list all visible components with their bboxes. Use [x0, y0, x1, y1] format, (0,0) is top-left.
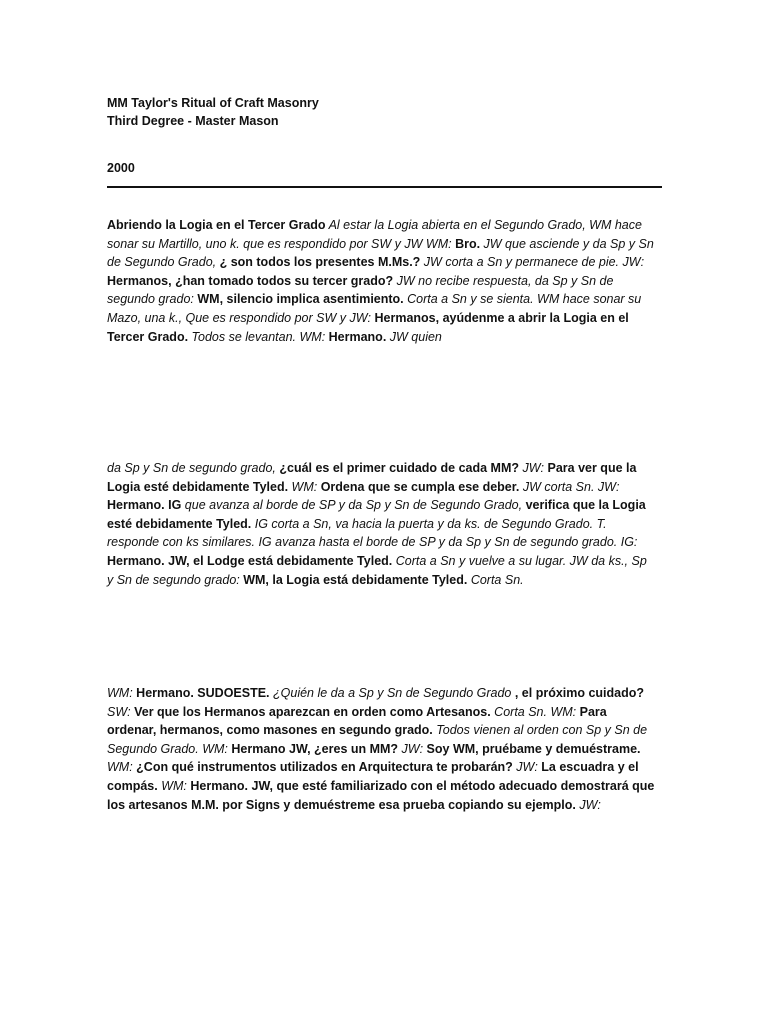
text-run: ¿ son todos los presentes M.Ms.?	[219, 255, 421, 270]
text-run: Ordena que se cumpla ese deber.	[320, 479, 520, 494]
text-run: , el próximo cuidado?	[511, 686, 645, 700]
text-run: Hermano. IG	[107, 498, 182, 513]
text-run: JW:	[398, 741, 427, 756]
text-run: JW que asciende y da Sp y Sn de Segundo Grado,	[107, 236, 654, 270]
text-run: SW:	[107, 704, 135, 719]
header-divider	[107, 186, 662, 188]
text-run: Todos se levantan. WM:	[188, 329, 329, 344]
text-run: JW corta Sn. JW:	[519, 479, 620, 494]
text-run: Al estar la Logia abierta en el Segundo Grado, WM hace sonar su Martillo, uno k. que es respondido por SW y JW	[107, 218, 642, 251]
text-run: Corta Sn. WM:	[490, 704, 580, 719]
text-run: JW:	[622, 255, 645, 270]
text-run: da Sp y Sn de segundo grado,	[107, 461, 280, 475]
text-run: Ver que los Hermanos aparezcan en orden como Artesanos.	[134, 704, 491, 719]
text-run: Corta Sn.	[467, 572, 524, 587]
text-run: Hermano JW, ¿eres un MM?	[231, 741, 399, 756]
text-run: verifica que la Logia esté debidamente Tyled.	[107, 498, 646, 531]
text-run: La escuadra y el compás.	[107, 760, 639, 793]
text-run: ¿Quién le da a Sp y Sn de Segundo Grado	[269, 686, 512, 700]
document-title: MM Taylor's Ritual of Craft Masonry	[107, 96, 319, 110]
text-run: Soy WM, pruébame y demuéstrame.	[426, 741, 641, 756]
text-run: JW:	[575, 797, 601, 812]
text-run: JW no recibe respuesta, da Sp y Sn de segundo grado:	[107, 273, 614, 307]
text-run: JW quien	[386, 329, 442, 344]
text-run: WM:	[425, 236, 456, 251]
text-run: JW:	[512, 760, 542, 775]
text-run: WM, silencio implica asentimiento.	[197, 292, 404, 307]
text-run: IG corta a Sn, va hacia la puerta y da ks. de Segundo Grado. T. responde con ks similares. IG avanza hasta el borde de SP y da Sp y Sn de segundo grado. IG:	[107, 516, 638, 550]
text-run: Corta a Sn y se sienta. WM hace sonar su Mazo, una k., Que es respondido por SW y JW:	[107, 292, 642, 325]
text-run: ¿Con qué instrumentos utilizados en Arquitectura te probarán?	[136, 760, 513, 775]
text-run: WM:	[107, 686, 137, 700]
text-run: Hermano.	[328, 329, 387, 344]
text-run: Corta a Sn y vuelve a su lugar. JW da ks., Sp y Sn de segundo grado:	[107, 553, 647, 587]
text-run: Hermanos, ayúdenme a abrir la Logia en el Tercer Grado.	[107, 310, 629, 344]
paragraph-order	[107, 684, 655, 814]
text-run: WM:	[107, 760, 137, 775]
document-subtitle: Third Degree - Master Mason	[107, 114, 279, 128]
text-run: Hermanos, ¿han tomado todos su tercer grado?	[107, 273, 394, 288]
text-run: Para ver que la Logia esté debidamente Tyled.	[107, 461, 637, 494]
document-year: 2000	[107, 161, 135, 175]
text-run: WM:	[157, 778, 191, 793]
text-run: Para ordenar, hermanos, como masones en segundo grado.	[107, 704, 607, 738]
paragraph-opening	[107, 216, 655, 346]
text-run: JW corta a Sn y permanece de pie.	[420, 255, 623, 270]
text-run: ¿cuál es el primer cuidado de cada MM?	[279, 461, 520, 475]
text-run: Abriendo la Logia en el Tercer Grado	[107, 218, 326, 232]
paragraph-tyled	[107, 459, 655, 589]
text-run: Bro.	[455, 236, 481, 251]
text-run: que avanza al borde de SP y da Sp y Sn de Segundo Grado,	[181, 498, 526, 513]
text-run: Hermano. SUDOESTE.	[136, 686, 270, 700]
text-run: JW:	[519, 461, 548, 475]
text-run: Hermano. JW, el Lodge está debidamente Tyled.	[107, 553, 393, 568]
text-run: Hermano. JW, que esté familiarizado con el método adecuado demostrará que los artesanos M.M. por Signs y demuéstreme esa prueba copiando su ejemplo.	[107, 778, 655, 812]
text-run: WM:	[288, 479, 321, 494]
text-run: WM, la Logia está debidamente Tyled.	[243, 572, 468, 587]
text-run: Todos vienen al orden con Sp y Sn de Segundo Grado. WM:	[107, 723, 648, 756]
